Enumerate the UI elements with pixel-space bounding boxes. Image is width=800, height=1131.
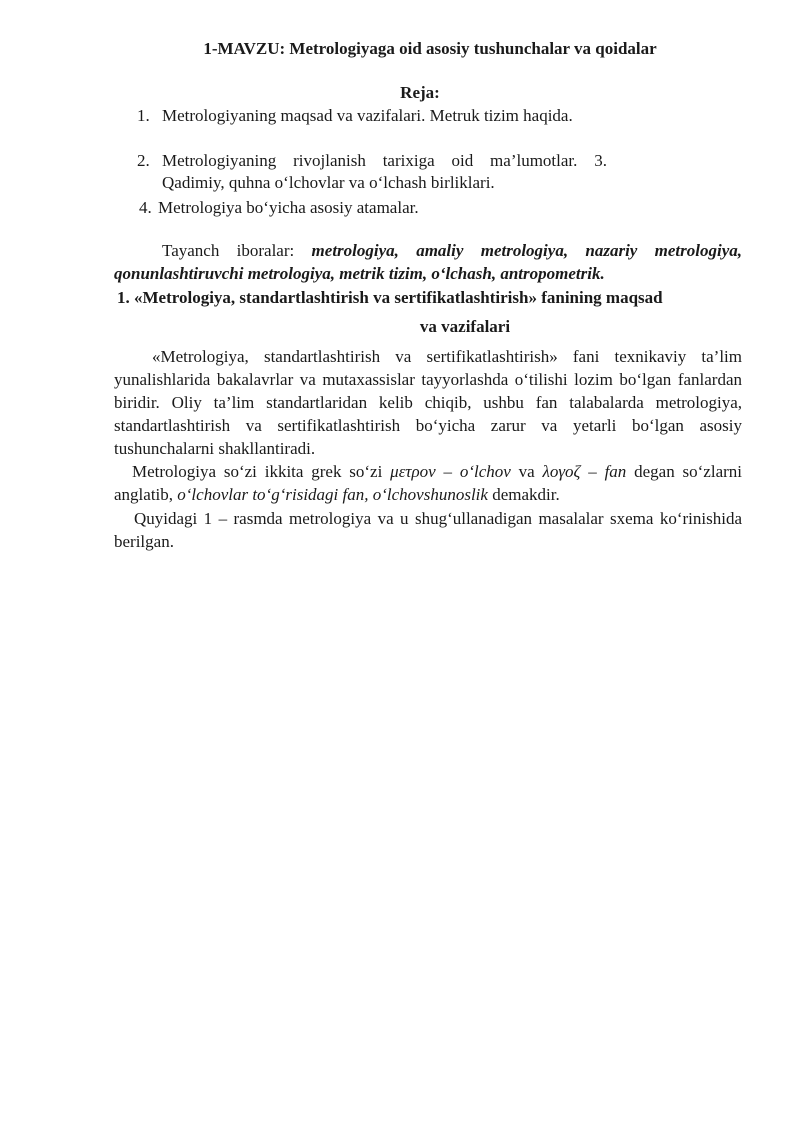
section-heading: 1. «Metrologiya, standartlashtirish va sertifikatlashtirish» fanining maqsad <box>117 288 663 307</box>
plan-item-text: Metrologiyaning maqsad va vazifalari. Metruk tizim haqida. <box>162 106 573 125</box>
keywords-label: Tayanch iboralar: <box>162 241 312 260</box>
plan-item-number: 4. <box>139 198 152 217</box>
plan-item <box>137 105 607 127</box>
text-run: degan so‘zlarni anglatib, <box>114 462 742 504</box>
body-paragraph-figure-ref: Quyidagi 1 – rasmda metrologiya va u shug‘ullanadigan masalalar sxema ko‘rinishida berilgan. <box>114 509 742 551</box>
text-run: Metrologiya so‘zi ikkita grek so‘zi <box>132 462 391 481</box>
text-run: va <box>510 462 543 481</box>
greek-term-science: λογοζ – fan <box>542 462 627 481</box>
body-paragraph: «Metrologiya, standartlashtirish va sertifikatlashtirish» fani texnikaviy ta’lim yunalishlarida bakalavrlar va mutaxassislar tayyorlashda o‘tilishi lozim bo‘lgan fanlardan biridir. Oliy ta’lim standartlaridan kelib chiqib, ushbu fan talabalarda metrologiya, standartlashtirish va sertifikatlashtirish bo‘yicha zarur va yetarli bo‘lgan asosiy tushunchalarni shakllantiradi. <box>114 347 742 458</box>
plan-item-number: 1. <box>137 106 150 125</box>
definition-term: o‘lchovlar to‘g‘risidagi fan, o‘lchovshunoslik <box>177 485 488 504</box>
greek-term-measure: μετρον – o‘lchov <box>390 462 511 481</box>
plan-heading: Reja: <box>400 83 440 102</box>
text-run: demakdir. <box>487 485 560 504</box>
plan-item-text: Metrologiya bo‘yicha asosiy atamalar. <box>158 198 419 217</box>
keywords-terms: metrologiya, amaliy metrologiya, nazariy metrologiya, qonunlashtiruvchi metrologiya, metrik tizim, o‘lchash, antropometrik. <box>114 241 743 283</box>
section-heading-continued: va vazifalari <box>419 317 511 336</box>
plan-item <box>137 150 607 194</box>
keywords-paragraph <box>114 239 742 285</box>
body-paragraph-etymology <box>114 460 742 506</box>
plan-item <box>137 197 607 219</box>
page-title: 1-MAVZU: Metrologiyaga oid asosiy tushunchalar va qoidalar <box>203 39 657 58</box>
plan-item-number: 2. <box>137 151 150 170</box>
plan-item-text: Metrologiyaning rivojlanish tarixiga oid ma’lumotlar. 3. Qadimiy, quhna o‘lchovlar va o‘lchash birliklari. <box>162 151 607 192</box>
